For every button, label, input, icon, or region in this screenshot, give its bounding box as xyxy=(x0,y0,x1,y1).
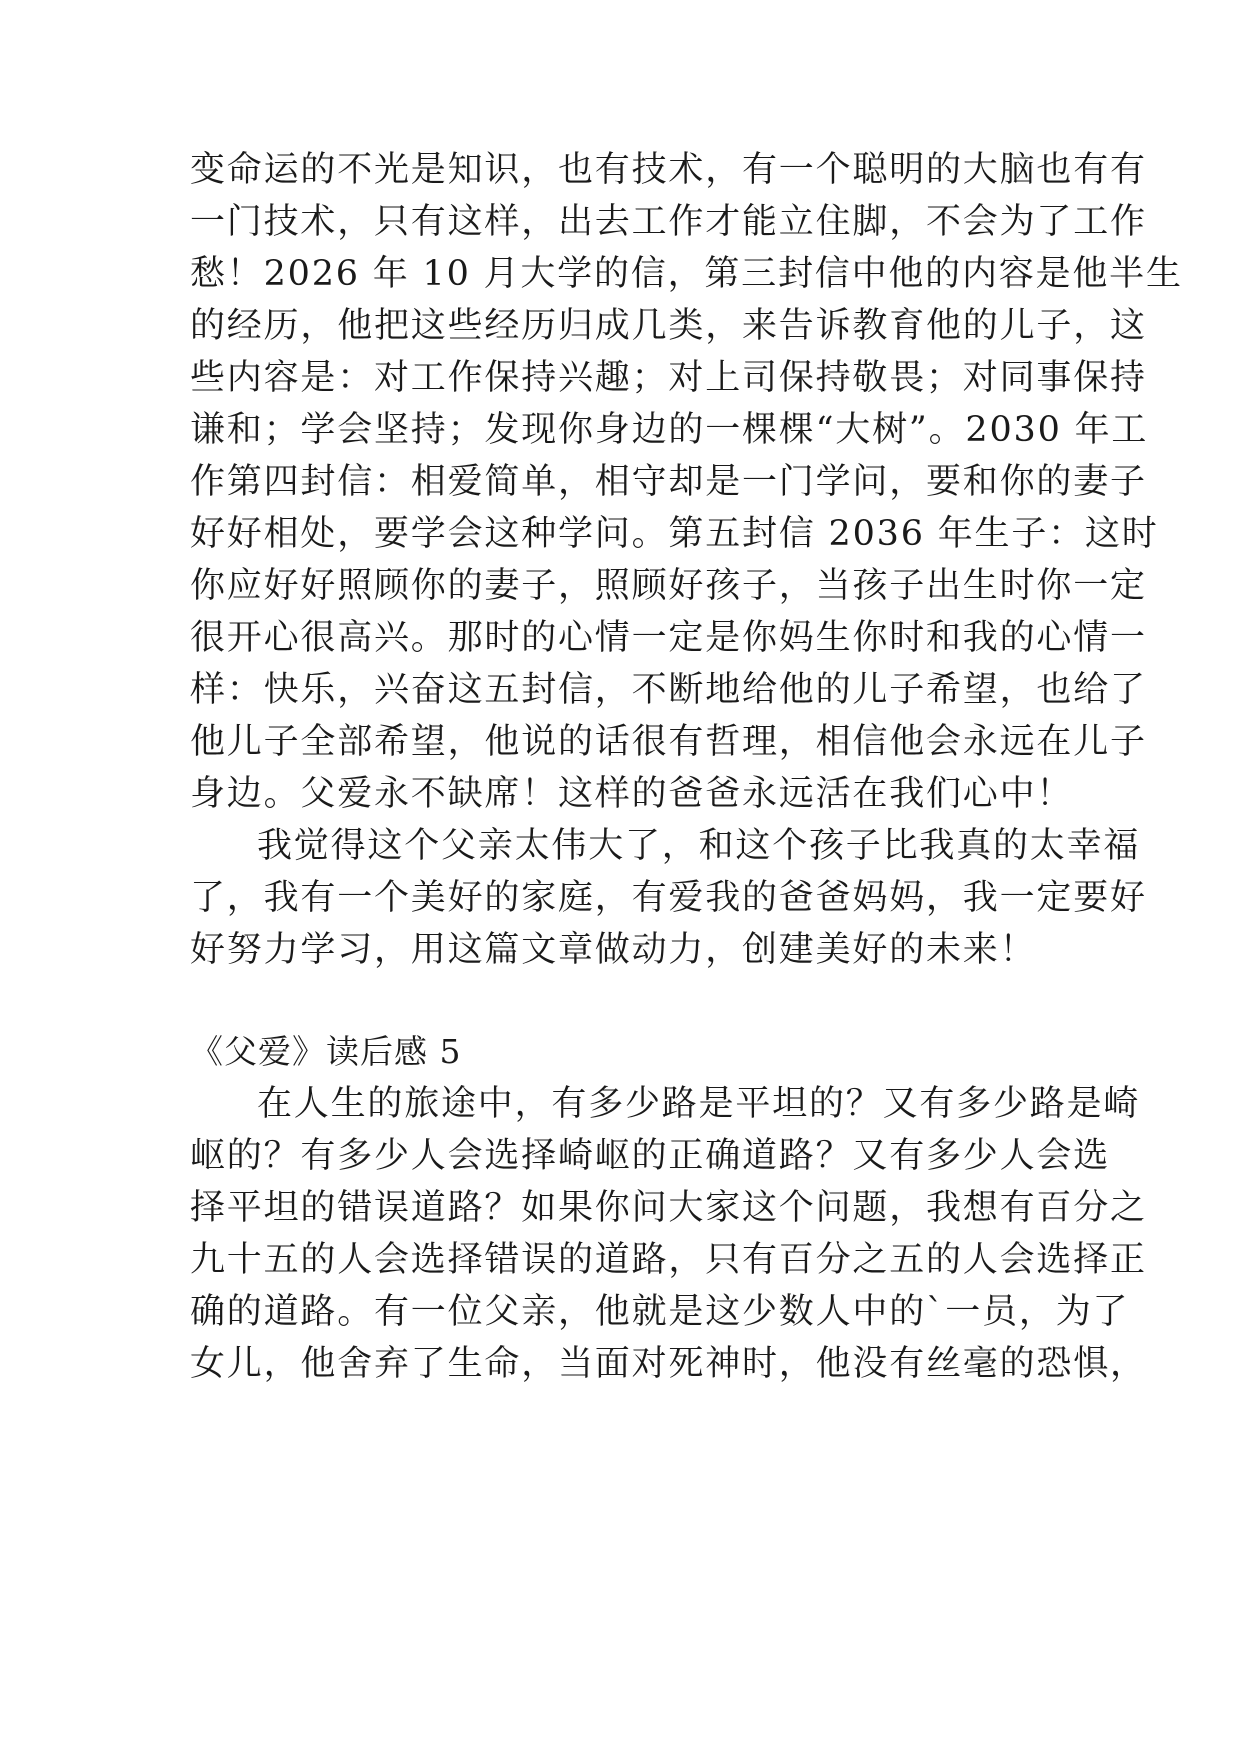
text-line: 岖的？有多少人会选择崎岖的正确道路？又有多少人会选 xyxy=(190,1136,1111,1176)
text-line: 在人生的旅途中，有多少路是平坦的？又有多少路是崎 xyxy=(257,1084,1141,1124)
text-line: 身边。父爱永不缺席！这样的爸爸永远活在我们心中！ xyxy=(190,774,1074,814)
text-line: 确的道路。有一位父亲，他就是这少数人中的`一员，为了 xyxy=(190,1292,1130,1332)
text-line: 些内容是：对工作保持兴趣；对上司保持敬畏；对同事保持 xyxy=(190,358,1147,398)
text-line: 好努力学习，用这篇文章做动力，创建美好的未来！ xyxy=(190,930,1037,970)
section-title: 《父爱》读后感 5 xyxy=(190,1032,462,1071)
text-line: 九十五的人会选择错误的道路，只有百分之五的人会选择正 xyxy=(190,1240,1147,1280)
text-line: 好好相处，要学会这种学问。第五封信 2036 年生子：这时 xyxy=(190,514,1159,554)
text-line: 变命运的不光是知识，也有技术，有一个聪明的大脑也有有 xyxy=(190,150,1147,190)
text-line: 愁！2026 年 10 月大学的信，第三封信中他的内容是他半生 xyxy=(190,254,1183,294)
text-line: 女儿，他舍弃了生命，当面对死神时，他没有丝毫的恐惧， xyxy=(190,1344,1147,1384)
text-line: 很开心很高兴。那时的心情一定是你妈生你时和我的心情一 xyxy=(190,618,1147,658)
text-line: 作第四封信：相爱简单，相守却是一门学问，要和你的妻子 xyxy=(190,462,1147,502)
text-line: 的经历，他把这些经历归成几类，来告诉教育他的儿子，这 xyxy=(190,306,1147,346)
text-line: 一门技术，只有这样，出去工作才能立住脚，不会为了工作 xyxy=(190,202,1147,242)
text-line: 谦和；学会坚持；发现你身边的一棵棵“大树”。2030 年工 xyxy=(190,410,1149,450)
text-line: 了，我有一个美好的家庭，有爱我的爸爸妈妈，我一定要好 xyxy=(190,878,1147,918)
text-line: 我觉得这个父亲太伟大了，和这个孩子比我真的太幸福 xyxy=(257,826,1141,866)
text-line: 你应好好照顾你的妻子，照顾好孩子，当孩子出生时你一定 xyxy=(190,566,1147,606)
text-line: 他儿子全部希望，他说的话很有哲理，相信他会永远在儿子 xyxy=(190,722,1147,762)
text-line: 择平坦的错误道路？如果你问大家这个问题，我想有百分之 xyxy=(190,1188,1147,1228)
text-line: 样：快乐，兴奋这五封信，不断地给他的儿子希望，也给了 xyxy=(190,670,1147,710)
